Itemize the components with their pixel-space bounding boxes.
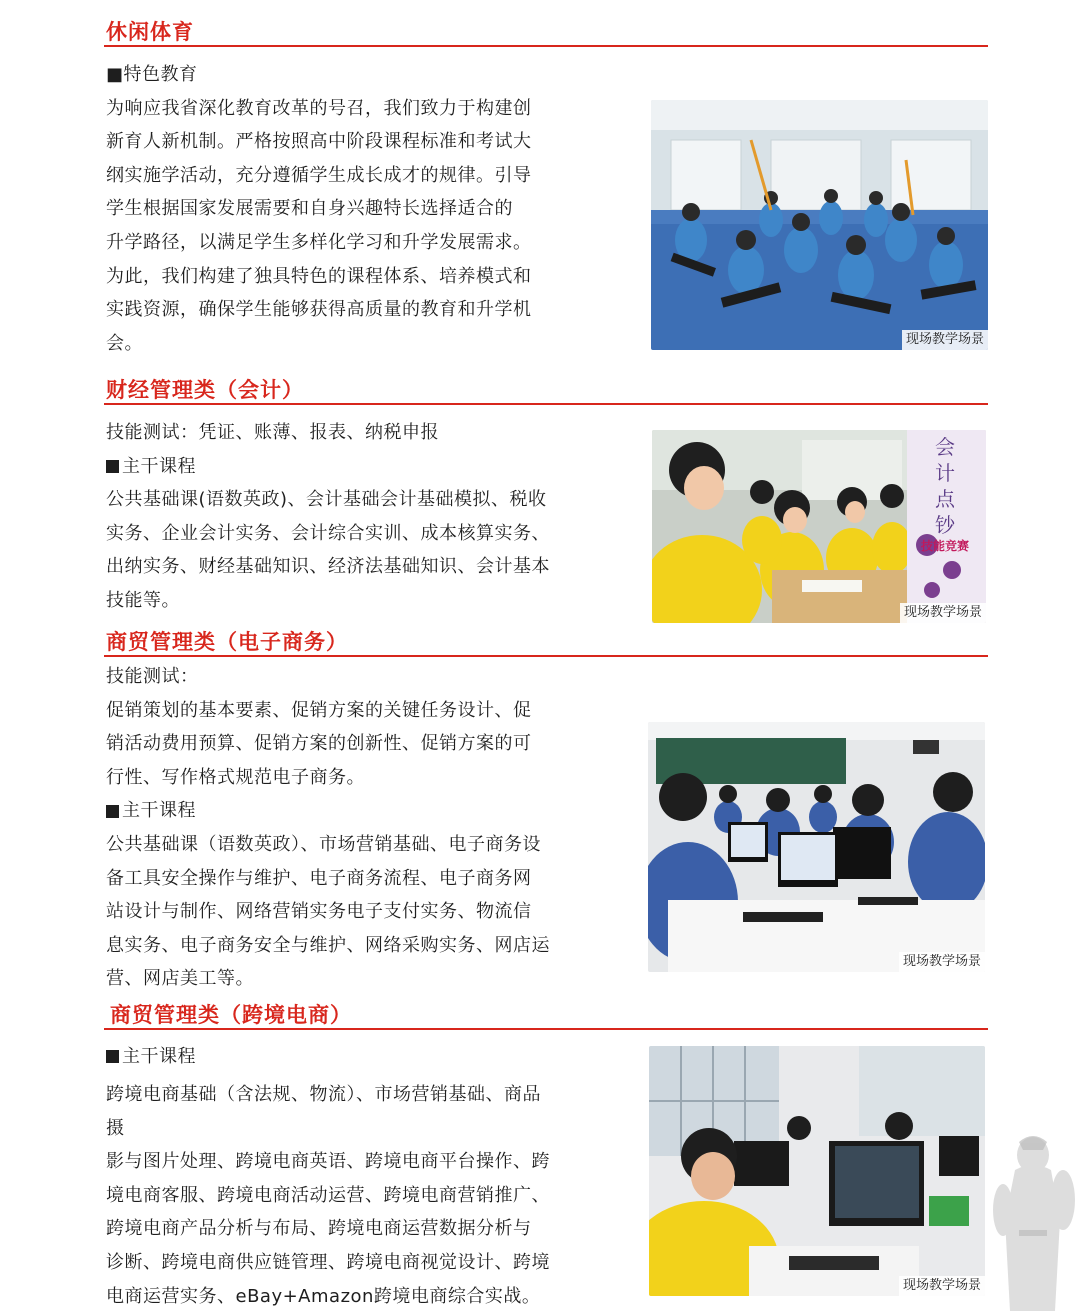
section-divider [104, 655, 988, 657]
skill-test-line: 技能测试： [106, 666, 199, 687]
paragraph-line: 为此，我们构建了独具特色的课程体系、培养模式和 [106, 265, 532, 287]
section-body-ecommerce [106, 660, 556, 996]
paragraph-line: 为响应我省深化教育改革的号召，我们致力于构建创 [106, 97, 532, 119]
paragraph-line: 纲实施学活动，充分遵循学生成长成才的规律。引导 [106, 164, 532, 186]
section-body-leisure-sports [106, 58, 556, 360]
paragraph-line: 实务、企业会计实务、会计综合实训、成本核算实务、 [106, 522, 550, 544]
statue-decoration-icon [985, 1130, 1080, 1311]
section-title-ecommerce: 商贸管理类（电子商务） [106, 630, 348, 654]
photo-caption: 现场教学场景 [899, 1276, 985, 1296]
paragraph-line: 技能等。 [106, 589, 180, 611]
section-body-cross-border-ecommerce [106, 1040, 556, 1074]
photo-caption: 现场教学场景 [900, 603, 986, 623]
skill-test-line: 技能测试：凭证、账薄、报表、纳税申报 [106, 422, 439, 443]
banner-char: 点 [935, 487, 955, 511]
paragraph-line: 境电商客服、跨境电商活动运营、跨境电商营销推广、 [106, 1184, 550, 1206]
square-bullet-icon [106, 1050, 119, 1063]
banner-subtitle: 技能竞赛 [920, 539, 969, 553]
contest-banner [914, 434, 976, 554]
paragraph-line: 电商运营实务、eBay+Amazon跨境电商综合实战。 [106, 1285, 541, 1307]
cross-border-lab-illustration [649, 1046, 985, 1296]
paragraph-line: 营、网店美工等。 [106, 968, 254, 990]
core-courses-label: 主干课程 [122, 1046, 196, 1067]
paragraph-line: 备工具安全操作与维护、电子商务流程、电子商务网 [106, 867, 532, 889]
paragraph-line: 息实务、电子商务安全与维护、网络采购实务、网店运 [106, 934, 550, 956]
core-courses-heading [106, 794, 556, 828]
martial-arts-illustration [651, 100, 988, 350]
paragraph-line: 诊断、跨境电商供应链管理、跨境电商视觉设计、跨境 [106, 1251, 550, 1273]
section-divider [104, 1028, 988, 1030]
paragraph-line: 公共基础课（语数英政）、市场营销基础、电子商务设 [106, 833, 541, 855]
photo-cross-border-lab [649, 1046, 985, 1296]
photo-accounting-class [652, 430, 986, 623]
photo-caption: 现场教学场景 [902, 330, 988, 350]
paragraph-line: 公共基础课(语数英政)、会计基础会计基础模拟、税收 [106, 489, 547, 511]
core-courses-heading [106, 450, 556, 484]
paragraph-line: 影与图片处理、跨境电商英语、跨境电商平台操作、跨 [106, 1151, 550, 1173]
section-divider [104, 403, 988, 405]
section-title-cross-border-ecommerce: 商贸管理类（跨境电商） [110, 1003, 352, 1027]
paragraph-line: 会。 [106, 332, 143, 354]
section-title-leisure-sports: 休闲体育 [106, 20, 194, 44]
skill-line: 行性、写作格式规范电子商务。 [106, 766, 365, 788]
banner-char: 会 [935, 435, 955, 459]
paragraph-line: 实践资源，确保学生能够获得高质量的教育和升学机 [106, 299, 532, 321]
paragraph-line: 站设计与制作、网络营销实务电子支付实务、物流信 [106, 901, 532, 923]
core-courses-label: 主干课程 [122, 800, 196, 822]
section-divider [104, 45, 988, 47]
paragraph-line: 跨境电商基础（含法规、物流）、市场营销基础、商品摄 [106, 1084, 541, 1139]
section-body-finance-accounting [106, 416, 556, 618]
square-bullet-icon [106, 460, 119, 473]
paragraph-line: 出纳实务、财经基础知识、经济法基础知识、会计基本 [106, 556, 550, 578]
banner-char: 计 [935, 461, 955, 485]
core-courses-heading [106, 1040, 556, 1074]
subtitle-special-education: ■特色教育 [106, 64, 198, 85]
skill-line: 销活动费用预算、促销方案的创新性、促销方案的可 [106, 733, 532, 755]
paragraph-line: 升学路径，以满足学生多样化学习和升学发展需求。 [106, 231, 532, 253]
core-courses-label: 主干课程 [122, 455, 196, 477]
paragraph-line: 学生根据国家发展需要和自身兴趣特长选择适合的 [106, 198, 513, 220]
photo-caption: 现场教学场景 [899, 952, 985, 972]
computer-lab-illustration [648, 722, 985, 972]
paragraph-line: 新育人新机制。严格按照高中阶段课程标准和考试大 [106, 131, 532, 153]
banner-char: 钞 [935, 513, 955, 537]
square-bullet-icon [106, 805, 119, 818]
section-title-finance-accounting: 财经管理类（会计） [106, 378, 304, 402]
paragraph-line: 跨境电商产品分析与布局、跨境电商运营数据分析与 [106, 1218, 532, 1240]
skill-line: 促销策划的基本要素、促销方案的关键任务设计、促 [106, 699, 532, 721]
section-paragraph-cross-border-ecommerce [106, 1078, 556, 1313]
photo-computer-lab [648, 722, 985, 972]
photo-martial-arts-class [651, 100, 988, 350]
